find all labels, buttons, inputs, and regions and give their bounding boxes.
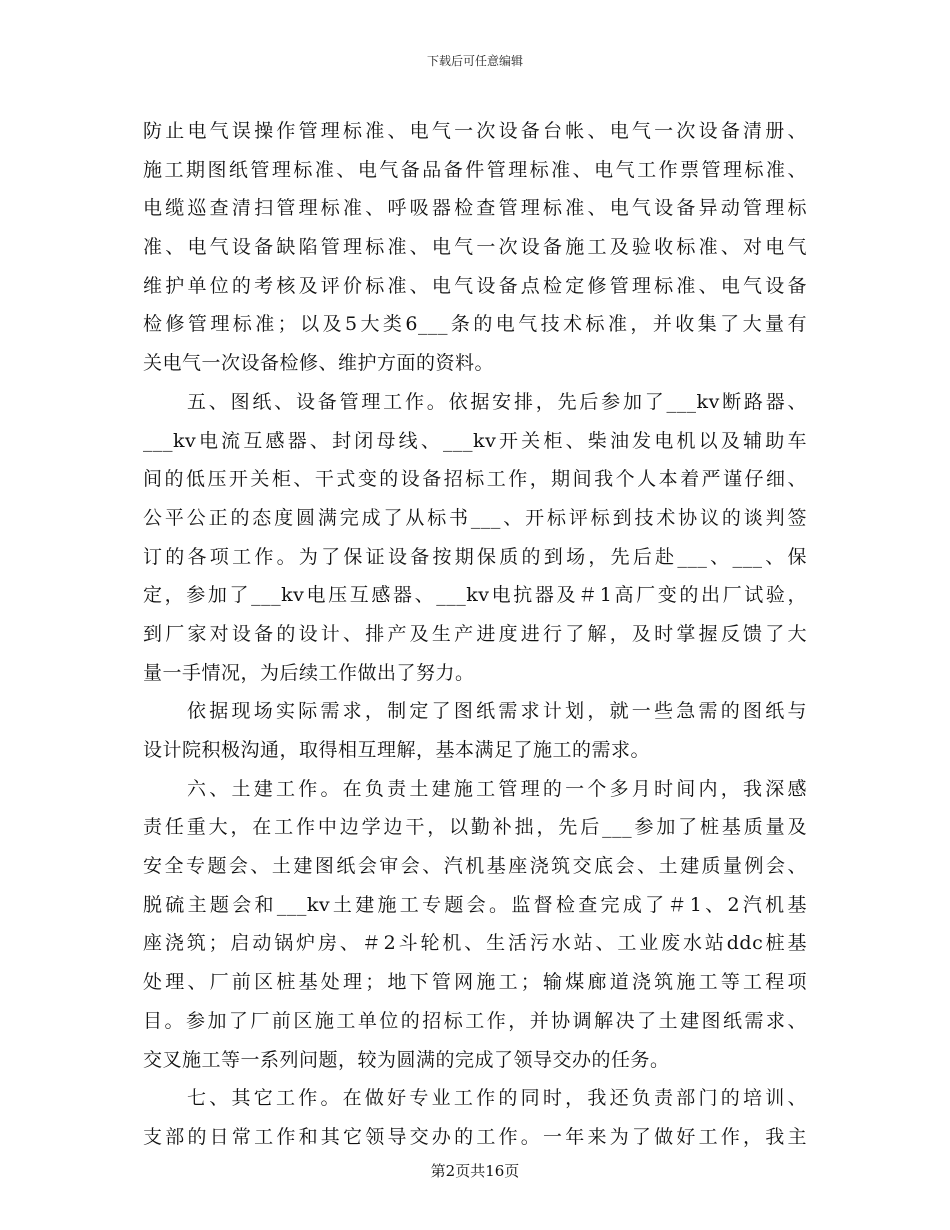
page-header: 下载后可任意编辑 bbox=[426, 54, 523, 68]
text-line: 维护单位的考核及评价标准、电气设备点检定修管理标准、电气设备 bbox=[143, 274, 807, 297]
text-line: 公平公正的态度圆满完成了从标书___、开标评标到技术协议的谈判签 bbox=[143, 506, 807, 529]
text-line: 目。参加了厂前区施工单位的招标工作，并协调解决了土建图纸需求、 bbox=[143, 1009, 807, 1032]
paragraph-first-line: 六、土建工作。在负责土建施工管理的一个多月时间内，我深感 bbox=[187, 777, 807, 800]
text-line: 支部的日常工作和其它领导交办的工作。一年来为了做好工作，我主 bbox=[143, 1125, 807, 1148]
text-line: 责任重大，在工作中边学边干，以勤补拙，先后___参加了桩基质量及 bbox=[143, 816, 807, 839]
text-line: 电缆巡查清扫管理标准、呼吸器检查管理标准、电气设备异动管理标 bbox=[143, 197, 807, 220]
text-line: 定，参加了___kv电压互感器、___kv电抗器及＃1高厂变的出厂试验， bbox=[143, 584, 807, 607]
paragraph-first-line: 五、图纸、设备管理工作。依据安排，先后参加了___kv断路器、 bbox=[187, 390, 807, 413]
text-line: 处理、厂前区桩基处理；地下管网施工；输煤廊道浇筑施工等工程项 bbox=[143, 971, 807, 994]
text-line: 设计院积极沟通，取得相互理解，基本满足了施工的需求。 bbox=[143, 739, 651, 761]
text-line: 交叉施工等一系列问题，较为圆满的完成了领导交办的任务。 bbox=[143, 1048, 670, 1071]
text-line: 准、电气设备缺陷管理标准、电气一次设备施工及验收标准、对电气 bbox=[143, 236, 807, 259]
paragraph-first-line: 七、其它工作。在做好专业工作的同时，我还负责部门的培训、 bbox=[187, 1087, 807, 1110]
paragraph-first-line: 依据现场实际需求，制定了图纸需求计划，就一些急需的图纸与 bbox=[187, 700, 807, 723]
text-line: 施工期图纸管理标准、电气备品备件管理标准、电气工作票管理标准、 bbox=[143, 158, 807, 181]
text-line: 防止电气误操作管理标准、电气一次设备台帐、电气一次设备清册、 bbox=[143, 120, 807, 142]
text-line: 检修管理标准；以及5大类6___条的电气技术标准，并收集了大量有 bbox=[143, 313, 807, 336]
text-line: 间的低压开关柜、干式变的设备招标工作，期间我个人本着严谨仔细、 bbox=[143, 468, 807, 491]
text-line: 关电气一次设备检修、维护方面的资料。 bbox=[143, 352, 495, 375]
text-line: 到厂家对设备的设计、排产及生产进度进行了解，及时掌握反馈了大 bbox=[143, 622, 807, 645]
document-body bbox=[143, 112, 807, 1157]
page-number: 第2页共16页 bbox=[430, 1162, 520, 1180]
text-line: 安全专题会、土建图纸会审会、汽机基座浇筑交底会、土建质量例会、 bbox=[143, 855, 807, 878]
text-line: 脱硫主题会和___kv土建施工专题会。监督检查完成了＃1、2汽机基 bbox=[143, 893, 807, 916]
text-line: 订的各项工作。为了保证设备按期保质的到场，先后赴___、___、保 bbox=[143, 545, 807, 568]
text-line: 量一手情况，为后续工作做出了努力。 bbox=[143, 661, 475, 684]
text-line: 座浇筑；启动锅炉房、＃2斗轮机、生活污水站、工业废水站ddc桩基 bbox=[143, 932, 807, 955]
text-line: ___kv电流互感器、封闭母线、___kv开关柜、柴油发电机以及辅助车 bbox=[143, 429, 807, 452]
